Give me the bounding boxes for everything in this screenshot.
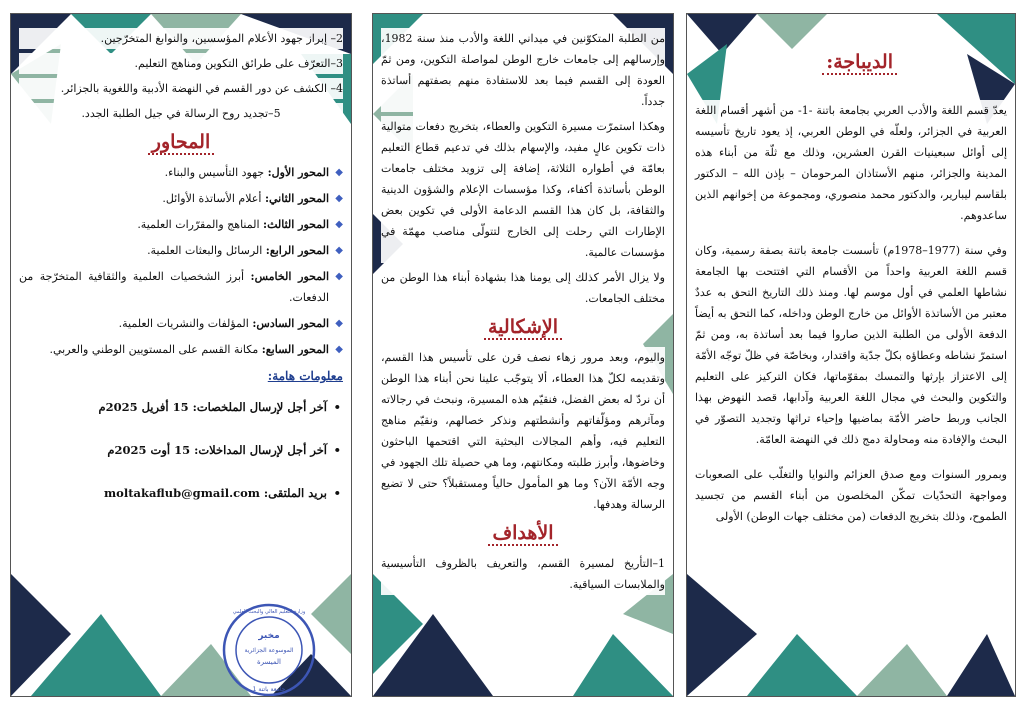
diamond-bullet-icon: ◆ (335, 344, 343, 355)
diamond-bullet-icon: ◆ (335, 245, 343, 256)
axis-item: ◆ المحور الرابع: الرسائل والبعثات العلمية. (19, 240, 343, 261)
axis-item: ◆ المحور الثالث: المناهج والمقرّرات العلمية. (19, 214, 343, 235)
axis-item: ◆ المحور الأول: جهود التأسيس والبناء. (19, 162, 343, 183)
preamble-heading: الديباجة: (695, 48, 1007, 76)
right-panel (686, 13, 1016, 697)
intro-paragraph: ولا يزال الأمر كذلك إلى يومنا هذا بشهادة أبناء هذا الوطن من مختلف الجامعات. (381, 267, 665, 309)
diamond-bullet-icon: ◆ (335, 193, 343, 204)
axis-item: ◆ المحور السادس: المؤلفات والنشريات العلمية. (19, 313, 343, 334)
axis-item: ◆ المحور الثاني: أعلام الأساتذة الأوائل. (19, 188, 343, 209)
preamble-paragraph: وبمرور السنوات ومع صدق العزائم والنوايا والتغلّب على الصعوبات ومواجهة التحدّيات تمكّن المخلصون من أبناء القسم من تجسيد الطموح، وذلك بتخريج الدفعات (من مختلف جهات الوطن) الأولى (695, 464, 1007, 527)
diamond-bullet-icon: ◆ (335, 219, 343, 230)
axes-heading: المحاور (19, 128, 343, 156)
diamond-bullet-icon: ◆ (335, 318, 343, 329)
svg-text:الميسرة: الميسرة (256, 658, 282, 666)
svg-text:وزارة التعليم العالي والبحث ال: وزارة التعليم العالي والبحث العلمي (232, 609, 306, 615)
diamond-bullet-icon: ◆ (335, 271, 343, 282)
axis-item: ◆ المحور الخامس: أبرز الشخصيات العلمية والثقافية المتخرّجة من الدفعات. (19, 266, 343, 308)
axes-list (19, 162, 343, 360)
svg-text:جامعة باتنة 1: جامعة باتنة 1 (252, 686, 286, 693)
paper-deadline: • آخر أجل لإرسال المداخلات: 15 أوت 2025م (107, 443, 341, 457)
goal-4: 4– الكشف عن دور القسم في النهضة الأدبية واللغوية بالجزائر. (19, 78, 343, 99)
middle-panel (372, 13, 674, 697)
diamond-bullet-icon: ◆ (335, 167, 343, 178)
goal-2: 2– إبراز جهود الأعلام المؤسسين، والنوابغ المتخرّجين. (19, 28, 343, 49)
preamble-paragraph: وفي سنة (1977–1978م) تأسست جامعة باتنة بصفة رسمية، وكان قسم اللغة العربية واحداً من الأقسام التي افتتحت بها الجامعة نشاطها العلمي في أول موسم لها. ومنذ ذلك التاريخ التحق به عددٌ معتبر من الأساتذة الأوائل من خارج الوطن وداخله، كما التحق به أيضاً الدفعة الأولى من الطلبة الذين صاروا فيما بعد أساتذة به، ومن ثمّ استمرّ نشاطه وعطاؤه بكلّ جدّية واقتدار، وبخاصّة في ظلّ توجّه الأمّة إلى الاعتزاز بإرثها والتمسك بمقوّماتها، فكان التركيز على التعليم والتكوين والبحث في مجال اللغة العربية وآدابها، قصد النهوض بهذا الجانب وربط حاضر الأمّة بماضيها وإحياء تراثها وتجديد التصوّر في البحث والإفادة منه ومحاولة دمج ذلك في النهضة العامّة. (695, 240, 1007, 450)
info-heading: معلومات هامة: (267, 369, 343, 383)
intro-paragraph: وهكذا استمرّت مسيرة التكوين والعطاء، بتخريج دفعات متوالية ذات تكوين عالٍ مفيد، والإسهام بذلك في تدعيم قطاع التعليم بعامّة في أطواره الثلاثة، إضافة إلى تزويد مختلف جامعات الوطن بأساتذة أكفاء، وكذا مؤسسات الإعلام والشؤون الدينية والثقافة، بل كان هذا القسم الدعامة الأولى في تكوين بعض الإطارات التي رحلت إلى الخارج لتتولّى مناصب مهمّة في مؤسسات عالمية. (381, 116, 665, 263)
problem-paragraph: واليوم، وبعد مرور زهاء نصف قرن على تأسيس هذا القسم، وتقديمه لكلّ هذا العطاء، ألا يتوجّب علينا نحن أبناء هذا الوطن أن نردّ له بعض الفضل، فنقيّم هذه المسيرة، ونبحث في رجالاته ومآثرهم ومؤلّفاتهم وأنشطتهم ونذكر خصالهم، ونقيّم مناهج التعليم فيه، وأهم المجالات البحثية التي اقتحمها الباحثون وخاضوها، وأبرز طلبته ومكانتهم، وما هي حصيلة تلك الجهود في وجه الأمّة الآن؟ وما هو المأمول حالياً ومستقبلاً؟ حتى لا تضيع الرسالة وهدفها. (381, 347, 665, 515)
problem-heading: الإشكالية (381, 313, 665, 341)
goals-heading: الأهداف (381, 519, 665, 547)
left-panel (10, 13, 352, 697)
info-list (19, 397, 343, 504)
svg-text:مخبر: مخبر (258, 631, 280, 641)
abstract-deadline: • آخر أجل لإرسال الملخصات: 15 أفريل 2025م (98, 400, 341, 414)
goal-5: 5–تجديد روح الرسالة في جيل الطلبة الجدد. (19, 103, 343, 124)
axis-item: ◆ المحور السابع: مكانة القسم على المستويين الوطني والعربي. (19, 339, 343, 360)
intro-paragraph: من الطلبة المتكوّنين في ميداني اللغة والأدب منذ سنة 1982، وإرسالهم إلى جامعات خارج الوطن لمواصلة التكوين، ومن ثمّ العودة إلى القسم فيما بعد للاستفادة منهم بصفتهم أساتذة جدداً. (381, 28, 665, 112)
official-stamp (221, 602, 317, 697)
preamble-paragraph: يعدّ قسم اللغة والأدب العربي بجامعة باتنة -1- من أشهر أقسام اللغة العربية في الجزائر، ولعلّه في الوطن العربي، إذ يعود تاريخ تأسيسه إلى أوائل سبعينيات القرن العشرين، وذلك مع ثلّة من أبناء هذه المدينة والجزائر، منهم الأستاذان المرحومان – بإذن الله – الدكتور بلقاسم ليبارير، والدكتور محمد منصوري، ومجموعة من إخوانهم الذين ساعدوهم. (695, 100, 1007, 226)
svg-text:الموسوعة الجزائرية: الموسوعة الجزائرية (244, 647, 294, 654)
goal-3: 3–التعرّف على طرائق التكوين ومناهج التعليم. (19, 53, 343, 74)
goal-1: 1–التأريخ لمسيرة القسم، والتعريف بالظروف التأسيسية والملابسات السياقية. (381, 553, 665, 595)
conference-email: • بريد الملتقى: moltakaflub@gmail.com (104, 486, 341, 500)
